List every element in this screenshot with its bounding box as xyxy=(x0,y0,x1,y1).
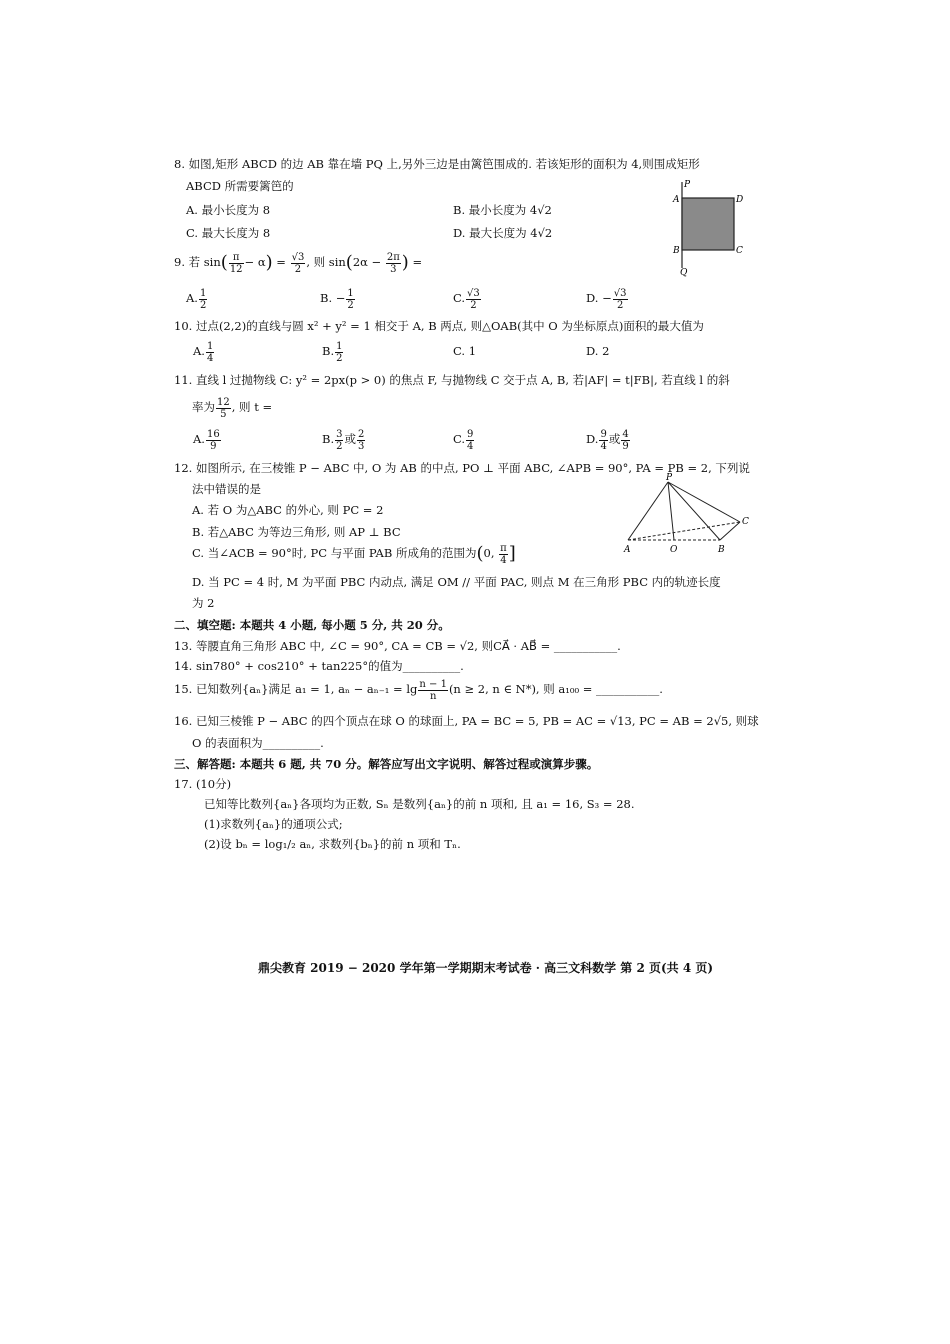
fig12-label-c: C xyxy=(742,517,749,527)
section-2-heading: 二、填空题: 本题共 4 小题, 每小题 5 分, 共 20 分。 xyxy=(174,618,450,632)
q16-line1: 16. 已知三棱锥 P − ABC 的四个顶点在球 O 的球面上, PA = BC = 5, PB = AC = √13, PC = AB = 2√5, 则球 xyxy=(174,714,759,728)
q12-option-d-line1: D. 当 PC = 4 时, M 为平面 PBC 内动点, 满足 OM // 平面 PAC, 则点 M 在三角形 PBC 内的轨迹长度 xyxy=(192,575,721,589)
q11-option-b: B. $\frac{3}{2}$ 或 $\frac{2}{3}$ xyxy=(322,428,365,452)
q9-frac1: $\frac{\pi}{12}$ xyxy=(229,251,243,275)
q12-option-a: A. 若 O 为△ABC 的外心, 则 PC = 2 xyxy=(192,503,384,517)
page-footer: 鼎尖教育 2019 − 2020 学年第一学期期末考试卷 · 高三文科数学 第 2 页(共 4 页) xyxy=(258,961,714,975)
fig8-label-b: B xyxy=(673,246,680,256)
fig12-label-a: A xyxy=(624,545,631,555)
q16-line2: O 的表面积为__________. xyxy=(192,736,324,750)
q17-part1: (1)求数列{aₙ}的通项公式; xyxy=(204,817,343,831)
q13: 13. 等腰直角三角形 ABC 中, ∠C = 90°, CA = CB = √2, 则CA⃗ · AB⃗ = ___________. xyxy=(174,639,621,653)
q12-option-c: C. 当∠ACB = 90°时, PC 与平面 PAB 所成角的范围为(0, $\frac{\pi}{4}$ ] xyxy=(192,542,516,566)
q9-frac2: $\frac{√3}{2}$ xyxy=(291,251,305,275)
q8-option-a: A. 最小长度为 8 xyxy=(186,203,271,217)
q8-stem-line2: ABCD 所需要篱笆的 xyxy=(186,179,294,193)
q14: 14. sin780° + cos210° + tan225°的值为__________. xyxy=(174,659,464,673)
q12-option-d-line2: 为 2 xyxy=(192,596,215,610)
q11-option-d: D. $\frac{9}{4}$ 或 $\frac{4}{9}$ xyxy=(586,428,629,452)
q8-stem-line1: 8. 如图,矩形 ABCD 的边 AB 靠在墙 PQ 上,另外三边是由篱笆围成的. 若该矩形的面积为 4,则围成矩形 xyxy=(174,157,700,171)
fig12-label-o: O xyxy=(670,545,678,555)
q9-option-b: B. − $\frac{1}{2}$ xyxy=(320,287,354,311)
fig12-label-b: B xyxy=(718,545,725,555)
q9-paren: ( xyxy=(220,252,228,273)
fig8-label-p: P xyxy=(684,180,691,190)
q12-stem-line2: 法中错误的是 xyxy=(192,482,261,496)
q10-option-c: C. 1 xyxy=(453,344,477,358)
fig8-label-a: A xyxy=(673,195,680,205)
q9-stem: 9. 若 sin( $\frac{\pi}{12}$ − α) = $\frac{√3}{2}$ , 则 sin(2α − $\frac{2\pi}{3}$ ) = xyxy=(174,251,423,275)
q12-stem-line1: 12. 如图所示, 在三棱锥 P − ABC 中, O 为 AB 的中点, PO ⊥ 平面 ABC, ∠APB = 90°, PA = PB = 2, 下列说 xyxy=(174,461,750,475)
q11-option-c: C. $\frac{9}{4}$ xyxy=(453,428,474,452)
fig8-label-c: C xyxy=(736,246,743,256)
q9-option-a: A. $\frac{1}{2}$ xyxy=(186,287,207,311)
q8-option-d: D. 最大长度为 4√2 xyxy=(453,226,553,240)
q15: 15. 已知数列{aₙ}满足 a₁ = 1, aₙ − aₙ₋₁ = lg $\frac{n - 1}{n}$ (n ≥ 2, n ∈ N*), 则 a₁₀₀ = ___________. xyxy=(174,678,663,702)
section-3-heading: 三、解答题: 本题共 6 题, 共 70 分。解答应写出文字说明、解答过程或演算步骤。 xyxy=(174,757,599,771)
fig12-label-p: P xyxy=(666,473,673,483)
q10-option-b: B. $\frac{1}{2}$ xyxy=(322,340,343,364)
fig8-label-d: D xyxy=(736,195,744,205)
fig8-label-q: Q xyxy=(680,268,688,278)
q17-stem: 已知等比数列{aₙ}各项均为正数, Sₙ 是数列{aₙ}的前 n 项和, 且 a₁ = 16, S₃ = 28. xyxy=(204,797,635,811)
q9-option-c: C. $\frac{√3}{2}$ xyxy=(453,287,480,311)
q9-option-d: D. − $\frac{√3}{2}$ xyxy=(586,287,627,311)
q9-pre: 9. 若 sin xyxy=(174,255,221,269)
q8-option-c: C. 最大长度为 8 xyxy=(186,226,271,240)
q12-pyramid-figure xyxy=(618,470,758,556)
q8-option-b: B. 最小长度为 4√2 xyxy=(453,203,552,217)
q11-stem-line2: 率为 $\frac{12}{5}$ , 则 t = xyxy=(192,396,273,420)
q12-option-b: B. 若△ABC 为等边三角形, 则 AP ⊥ BC xyxy=(192,525,401,539)
q8-rectangle-figure xyxy=(670,178,750,278)
q17-part2: (2)设 bₙ = log₁/₂ aₙ, 求数列{bₙ}的前 n 项和 Tₙ. xyxy=(204,837,461,851)
q17-head: 17. (10分) xyxy=(174,777,232,791)
q10-option-a: A. $\frac{1}{4}$ xyxy=(193,340,214,364)
q11-stem-line1: 11. 直线 l 过抛物线 C: y² = 2px(p > 0) 的焦点 F, 与抛物线 C 交于点 A, B, 若|AF| = t|FB|, 若直线 l 的斜 xyxy=(174,373,730,387)
q9-frac3: $\frac{2\pi}{3}$ xyxy=(386,251,400,275)
q11-option-a: A. $\frac{16}{9}$ xyxy=(193,428,220,452)
q10-option-d: D. 2 xyxy=(586,344,610,358)
q10-stem: 10. 过点(2,2)的直线与圆 x² + y² = 1 相交于 A, B 两点, 则△OAB(其中 O 为坐标原点)面积的最大值为 xyxy=(174,319,704,333)
